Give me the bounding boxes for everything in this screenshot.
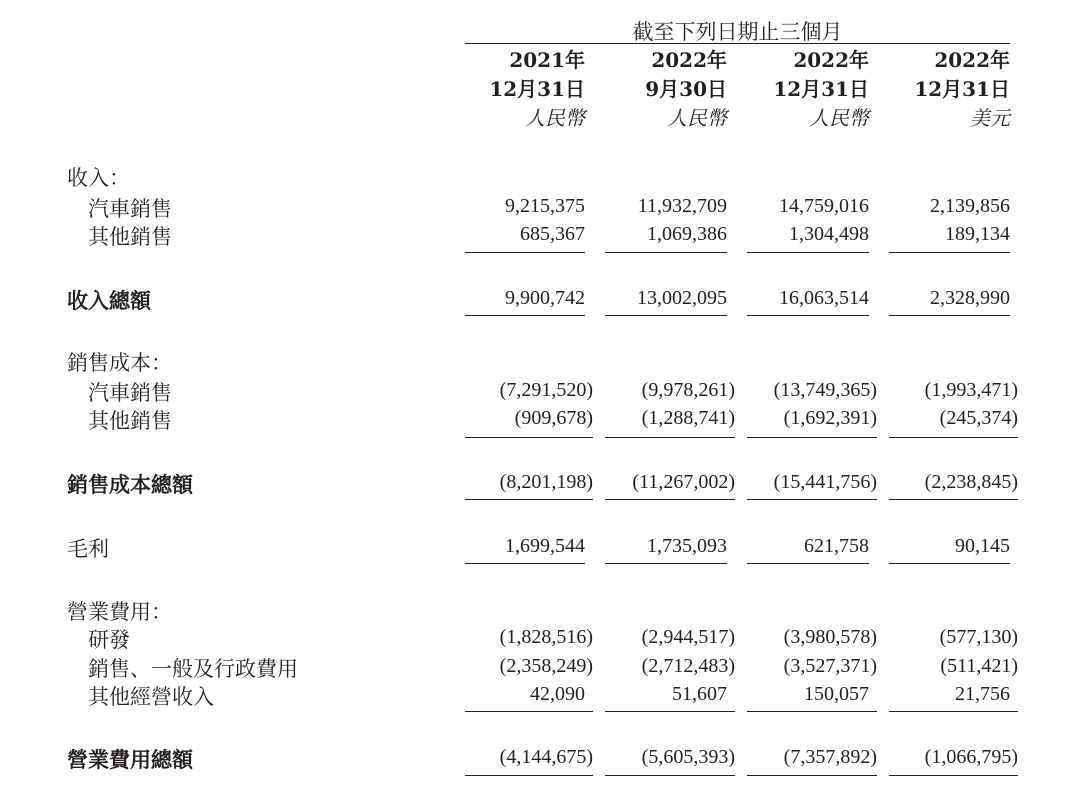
total-cell: (4,144,675) — [499, 746, 593, 768]
gross-rule — [889, 563, 1010, 564]
column-date: 9月30日 — [645, 77, 727, 101]
total-rule — [605, 775, 735, 776]
row-label: 汽車銷售 — [88, 197, 172, 221]
gross-rule — [747, 563, 869, 564]
gross-profit-label: 毛利 — [67, 537, 109, 561]
cell: (7,291,520) — [499, 379, 593, 401]
cell: (13,749,365) — [773, 379, 877, 401]
column-year: 2021年 — [509, 48, 585, 72]
total-label: 營業費用總額 — [67, 748, 193, 772]
period-heading: 截至下列日期止三個月 — [632, 20, 843, 44]
subtotal-rule — [747, 437, 877, 438]
subtotal-rule — [889, 437, 1018, 438]
total-rule — [889, 775, 1018, 776]
cell: (2,944,517) — [641, 626, 735, 648]
column-header-2 — [605, 46, 727, 133]
column-currency: 美元 — [970, 106, 1010, 130]
subtotal-rule — [465, 437, 593, 438]
cell: 621,758 — [804, 535, 869, 557]
cell: (1,828,516) — [499, 626, 593, 648]
column-date: 12月31日 — [914, 77, 1010, 101]
total-rule — [465, 775, 593, 776]
cell: 9,215,375 — [505, 195, 585, 217]
total-rule — [747, 775, 877, 776]
total-cell: 16,063,514 — [779, 287, 869, 309]
column-date: 12月31日 — [773, 77, 869, 101]
cell: 42,090 — [530, 683, 585, 705]
total-rule — [747, 315, 869, 316]
column-currency: 人民幣 — [667, 106, 727, 130]
column-header-1 — [465, 46, 585, 133]
gross-rule — [605, 563, 727, 564]
row-label: 汽車銷售 — [88, 381, 172, 405]
cell: 1,699,544 — [505, 535, 585, 557]
total-label: 收入總額 — [67, 289, 151, 313]
cell: 21,756 — [955, 683, 1010, 705]
total-rule — [889, 315, 1010, 316]
period-rule — [465, 43, 1010, 44]
cell: (1,288,741) — [641, 407, 735, 429]
total-cell: (5,605,393) — [641, 746, 735, 768]
cell: (577,130) — [939, 626, 1018, 648]
cell: 1,735,093 — [647, 535, 727, 557]
cell: (1,692,391) — [783, 407, 877, 429]
column-header-3 — [747, 46, 869, 133]
subtotal-rule — [605, 437, 735, 438]
row-label: 銷售、一般及行政費用 — [88, 657, 298, 681]
total-rule — [889, 499, 1018, 500]
subtotal-rule — [605, 711, 735, 712]
row-label: 其他銷售 — [88, 409, 172, 433]
total-label: 銷售成本總額 — [67, 473, 193, 497]
row-label: 研發 — [88, 628, 130, 652]
column-year: 2022年 — [651, 48, 727, 72]
cell: (9,978,261) — [641, 379, 735, 401]
section-title-revenue: 收入： — [67, 166, 130, 190]
cell: 2,139,856 — [930, 195, 1010, 217]
cell: (2,358,249) — [499, 655, 593, 677]
total-rule — [747, 499, 877, 500]
total-cell: (1,066,795) — [924, 746, 1018, 768]
section-title-opex: 營業費用： — [67, 600, 172, 624]
total-rule — [465, 315, 585, 316]
cell: 51,607 — [672, 683, 727, 705]
column-header-4 — [889, 46, 1010, 133]
row-label: 其他銷售 — [88, 225, 172, 249]
cell: (245,374) — [939, 407, 1018, 429]
column-currency: 人民幣 — [525, 106, 585, 130]
subtotal-rule — [465, 711, 593, 712]
total-cell: 2,328,990 — [930, 287, 1010, 309]
total-cell: (11,267,002) — [632, 471, 735, 493]
total-cell: (8,201,198) — [499, 471, 593, 493]
row-label: 其他經營收入 — [88, 685, 214, 709]
subtotal-rule — [465, 252, 585, 253]
column-currency: 人民幣 — [809, 106, 869, 130]
total-cell: (7,357,892) — [783, 746, 877, 768]
total-cell: (2,238,845) — [924, 471, 1018, 493]
cell: (909,678) — [514, 407, 593, 429]
cell: (1,993,471) — [924, 379, 1018, 401]
subtotal-rule — [747, 711, 877, 712]
total-rule — [605, 499, 735, 500]
gross-rule — [465, 563, 585, 564]
total-rule — [605, 315, 727, 316]
cell: 189,134 — [945, 223, 1010, 245]
cell: 11,932,709 — [637, 195, 727, 217]
column-year: 2022年 — [793, 48, 869, 72]
section-title-cost: 銷售成本： — [67, 351, 172, 375]
total-cell: (15,441,756) — [773, 471, 877, 493]
cell: 90,145 — [955, 535, 1010, 557]
cell: 14,759,016 — [779, 195, 869, 217]
cell: 685,367 — [520, 223, 585, 245]
cell: 1,069,386 — [647, 223, 727, 245]
cell: (2,712,483) — [641, 655, 735, 677]
cell: 150,057 — [804, 683, 869, 705]
total-cell: 13,002,095 — [637, 287, 727, 309]
subtotal-rule — [889, 711, 1018, 712]
column-date: 12月31日 — [489, 77, 585, 101]
cell: (511,421) — [940, 655, 1018, 677]
subtotal-rule — [605, 252, 727, 253]
subtotal-rule — [747, 252, 869, 253]
subtotal-rule — [889, 252, 1010, 253]
total-rule — [465, 499, 593, 500]
cell: (3,527,371) — [783, 655, 877, 677]
column-year: 2022年 — [934, 48, 1010, 72]
cell: 1,304,498 — [789, 223, 869, 245]
cell: (3,980,578) — [783, 626, 877, 648]
total-cell: 9,900,742 — [505, 287, 585, 309]
